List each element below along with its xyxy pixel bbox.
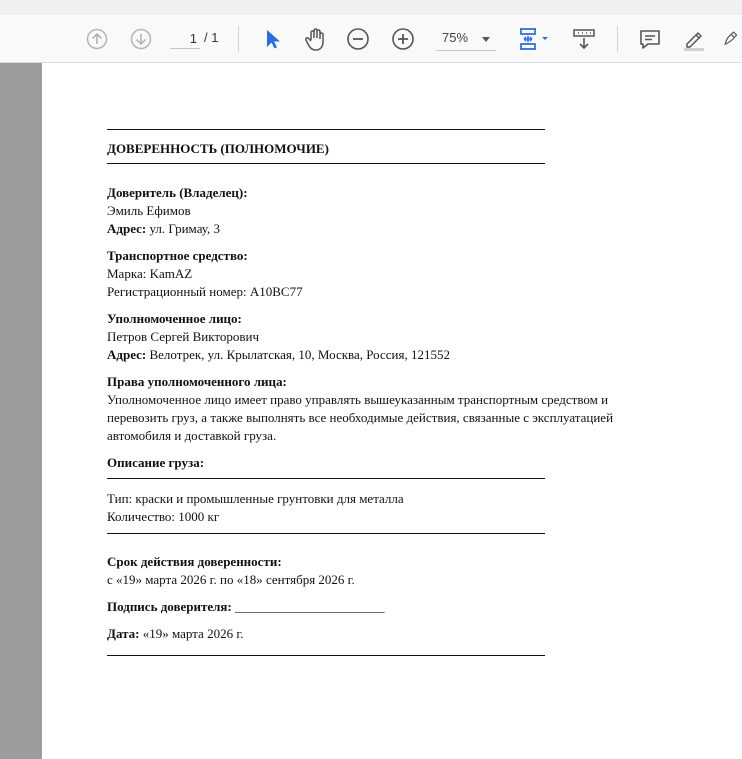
zoom-value: 75% xyxy=(442,30,469,45)
divider xyxy=(107,129,545,130)
signature-pen-icon[interactable] xyxy=(722,26,742,52)
address-label: Адрес: xyxy=(107,221,147,236)
validity-period: с «19» марта 2026 г. по «18» сентября 2026 г. xyxy=(107,572,355,587)
cargo-heading: Описание груза: xyxy=(107,455,205,470)
left-panel-gutter xyxy=(0,63,42,759)
cargo-type: Тип: краски и промышленные грунтовки для металла xyxy=(107,491,404,506)
arrow-down-icon[interactable] xyxy=(128,26,154,52)
rights-line: перевозить груз, а также выполнять все необходимые действия, связанные с эксплуатацией xyxy=(107,410,614,425)
rights-line: Уполномоченное лицо имеет право управлять вышеуказанным транспортным средством и xyxy=(107,392,609,407)
arrow-up-icon[interactable] xyxy=(84,26,110,52)
select-cursor-icon[interactable] xyxy=(258,26,284,52)
zoom-out-icon[interactable] xyxy=(345,26,371,52)
vehicle-heading: Транспортное средство: xyxy=(107,248,248,263)
doc-title: ДОВЕРЕННОСТЬ (ПОЛНОМОЧИЕ) xyxy=(107,141,329,156)
agent-section xyxy=(107,310,652,364)
vehicle-section xyxy=(107,247,652,301)
divider xyxy=(107,163,545,164)
date-label: Дата: xyxy=(107,626,140,641)
rights-heading: Права уполномоченного лица: xyxy=(107,374,287,389)
fit-page-icon[interactable] xyxy=(516,26,552,52)
zoom-select[interactable] xyxy=(436,27,496,51)
chevron-down-icon xyxy=(482,37,490,42)
date-value: «19» марта 2026 г. xyxy=(139,626,244,641)
signature-label: Подпись доверителя: xyxy=(107,599,232,614)
hand-icon[interactable] xyxy=(302,26,330,52)
comment-icon[interactable] xyxy=(637,26,663,52)
zoom-in-icon[interactable] xyxy=(390,26,416,52)
divider xyxy=(107,533,545,534)
vehicle-reg: Регистрационный номер: A10BC77 xyxy=(107,284,303,299)
agent-heading: Уполномоченное лицо: xyxy=(107,311,242,326)
highlight-pen-icon[interactable] xyxy=(680,26,708,52)
validity-heading: Срок действия доверенности: xyxy=(107,554,282,569)
cargo-details xyxy=(107,490,652,526)
vehicle-make: Марка: KamAZ xyxy=(107,266,193,281)
date-line xyxy=(107,625,652,643)
toolbar-divider xyxy=(238,26,239,52)
agent-name: Петров Сергей Викторович xyxy=(107,329,260,344)
divider xyxy=(107,655,545,656)
pdf-toolbar xyxy=(0,15,742,63)
divider xyxy=(107,478,545,479)
pdf-page xyxy=(42,63,742,759)
rights-section xyxy=(107,373,652,445)
scroll-mode-icon[interactable] xyxy=(570,26,598,52)
window-top-strip xyxy=(0,0,742,15)
principal-name: Эмиль Ефимов xyxy=(107,203,191,218)
principal-heading: Доверитель (Владелец): xyxy=(107,185,248,200)
principal-section xyxy=(107,184,652,238)
agent-address xyxy=(107,346,652,364)
rights-line: автомобиля и доставкой груза. xyxy=(107,428,277,443)
signature-blank: _______________________ xyxy=(231,599,385,614)
address-label: Адрес: xyxy=(107,347,147,362)
page-number-input[interactable] xyxy=(170,29,200,49)
principal-address xyxy=(107,220,652,238)
validity-section xyxy=(107,553,652,589)
cargo-section xyxy=(107,454,652,472)
page-total: / 1 xyxy=(204,30,219,45)
signature-line xyxy=(107,598,652,616)
address-value: Велотрек, ул. Крылатская, 10, Москва, Россия, 121552 xyxy=(146,347,450,362)
cargo-qty: Количество: 1000 кг xyxy=(107,509,220,524)
toolbar-divider xyxy=(617,26,618,52)
address-value: ул. Гримау, 3 xyxy=(146,221,221,236)
